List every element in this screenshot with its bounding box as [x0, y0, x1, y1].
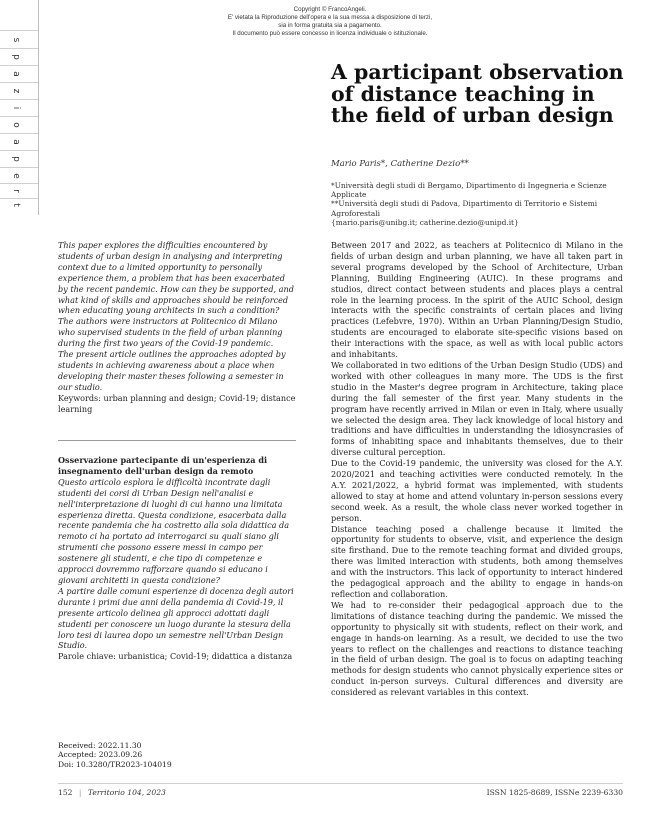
body-paragraph: We had to re-consider their pedagogical approach due to the limitations of distance teaching during the pandemic. We missed the opportunity to physically sit with students, reflect on their work, and engage in hands-on learning. As a result, we decided to use the two years to reflect on the challenges and reactions to distance teaching in the field of urban design. The goal is to focus on adapting teaching methods for design students who cannot physically experience sites or conduct in-person surveys. Cultural differences and diversity are considered as relevant variables in this context. [331, 599, 623, 698]
author-affiliations [331, 181, 621, 227]
footer-issn: ISSN 1825-8689, ISSNe 2239-6330 [486, 788, 623, 797]
page-number: 152 [58, 788, 73, 797]
affiliation-2: **Università degli studi di Padova, Dipartimento di Territorio e Sistemi Agroforestali [331, 199, 598, 218]
body-paragraph: Due to the Covid-19 pandemic, the university was closed for the A.Y. 2020/2021 and teaching activities were conducted remotely. In the A.Y. 2021/2022, a hybrid format was implemented, with students allowed to stay at home and attend voluntary in-person sessions every second week. As a result, the whole class never worked together in person. [331, 458, 623, 523]
abstract-divider [58, 440, 296, 441]
strip-letter: p [11, 54, 21, 60]
strip-letter: i [11, 106, 21, 110]
abstract-paragraph: This paper explores the difficulties encountered by students of urban design in analysing and interpreting context due to a limited opportunity to personally experience them, a problem that has been exacerbated by the recent pandemic. How can they be supported, and what kind of skills and approaches should be reinforced when educating young architects in such a condition? The authors were instructors at Politecnico di Milano who supervised students in the field of urban planning during the first two years of the Covid-19 pandemic. [58, 240, 294, 349]
section-strip [0, 0, 39, 215]
publication-dates [58, 741, 296, 769]
body-paragraph: Distance teaching posed a challenge because it limited the opportunity for students to observe, visit, and experience the design site firsthand. Due to the remote teaching format and divided groups, there was limited interaction with students, both among themselves and with the instructors. This lack of opportunity to interact hindered the pedagogical approach and the ability to engage in hands-on reflection and collaboration. [331, 523, 623, 599]
strip-letter: a [11, 139, 21, 145]
italian-title: Osservazione partecipante di un'esperienza di insegnamento dell'urban design da remoto [58, 455, 268, 476]
doi: Doi: 10.3280/TR2023-104019 [58, 759, 172, 769]
footer-journal [58, 788, 166, 797]
copyright-line: Copyright © FrancoAngeli. [293, 6, 367, 13]
strip-letter: z [11, 88, 21, 94]
copyright-notice [160, 6, 500, 38]
copyright-line: E' vietata la Riproduzione dell'opera e la sua messa a disposizione di terzi, [227, 14, 433, 21]
body-paragraph: We collaborated in two editions of the Urban Design Studio (UDS) and worked with other colleagues in many more. The UDS is the first studio in the Master's degree program in Architecture, taking place during the fall semester of the first year. Many students in the program have recently arrived in Milan or even in Italy, where usually we selected the design area. They lack knowledge of local history and traditions and have difficulties in understanding the idiosyncrasies of forms of inhabiting space and inhabitants themselves, due to their diverse cultural perception. [331, 359, 623, 458]
strip-letter: a [11, 71, 21, 77]
abstract-paragraph: The present article outlines the approaches adopted by students in achieving awareness about a place when developing their master theses following a semester in our studio. [58, 349, 286, 392]
accepted-date: Accepted: 2023.09.26 [58, 750, 143, 760]
body-text [331, 240, 623, 698]
article-authors: Mario Paris*, Catherine Dezio** [331, 159, 469, 169]
copyright-line: sia in forma gratuita sia a pagamento. [278, 22, 382, 29]
strip-letter: e [11, 173, 21, 179]
abstract-paragraph: Questo articolo esplora le difficoltà incontrate dagli studenti dei corsi di Urban Design nell'analisi e nell'interpretazione di luoghi di cui hanno una limitata esperienza diretta. Questa condizione, esacerbata dalla recente pandemia che ha costretto alla sola didattica da remoto ci ha portato ad interrogarci su quali siano gli strumenti che possono essere messi in campo per sostenere gli studenti, e che tipo di competenze e approcci dovremmo rafforzare quando si educano i giovani architetti in questa condizione? [58, 476, 290, 585]
strip-letter: o [11, 122, 21, 128]
strip-letter: t [11, 203, 21, 207]
affiliation-1: *Università degli studi di Bergamo, Dipartimento di Ingegneria e Scienze Applicate [331, 181, 607, 200]
author-emails: {mario.paris@unibg.it; catherine.dezio@unipd.it} [331, 217, 519, 227]
strip-letter: r [11, 189, 21, 193]
footer-separator: | [78, 788, 82, 797]
body-paragraph: Between 2017 and 2022, as teachers at Politecnico di Milano in the fields of urban design and urban planning, we have all taken part in several programs developed by the School of Architecture, Urban Planning, Building Engineering (AUIC). In these programs and studios, direct contact between students and places plays a central role in the learning process. In the spirit of the AUIC School, design interacts with the specific constraints of certain places and living practices (Lefebvre, 1970). Within an Urban Planning/Design Studio, students are encouraged to elaborate site-specific visions based on their interactions with the space, as well as with local public actors and inhabitants. [331, 240, 623, 360]
italian-keywords: Parole chiave: urbanistica; Covid-19; didattica a distanza [58, 651, 293, 662]
abstract-keywords: Keywords: urban planning and design; Covid-19; distance learning [58, 392, 296, 414]
abstract-italian [58, 455, 296, 662]
strip-letter: p [11, 156, 21, 162]
copyright-line: Il documento può essere concesso in licenza individuale o istituzionale. [232, 30, 428, 37]
article-title: A participant observation of distance teaching in the field of urban design [331, 60, 624, 127]
journal-issue: Territorio 104, 2023 [87, 788, 166, 797]
abstract-english [58, 240, 296, 415]
abstract-paragraph: A partire dalle comuni esperienze di docenza degli autori durante i primi due anni della pandemia di Covid-19, il presente articolo delinea gli approcci adottati dagli studenti per conoscere un luogo durante la stesura della loro tesi di laurea dopo un semestre nell'Urban Design Studio. [58, 585, 294, 651]
footer-rule [58, 783, 623, 784]
received-date: Received: 2022.11.30 [58, 741, 142, 750]
strip-letter: s [11, 37, 21, 43]
